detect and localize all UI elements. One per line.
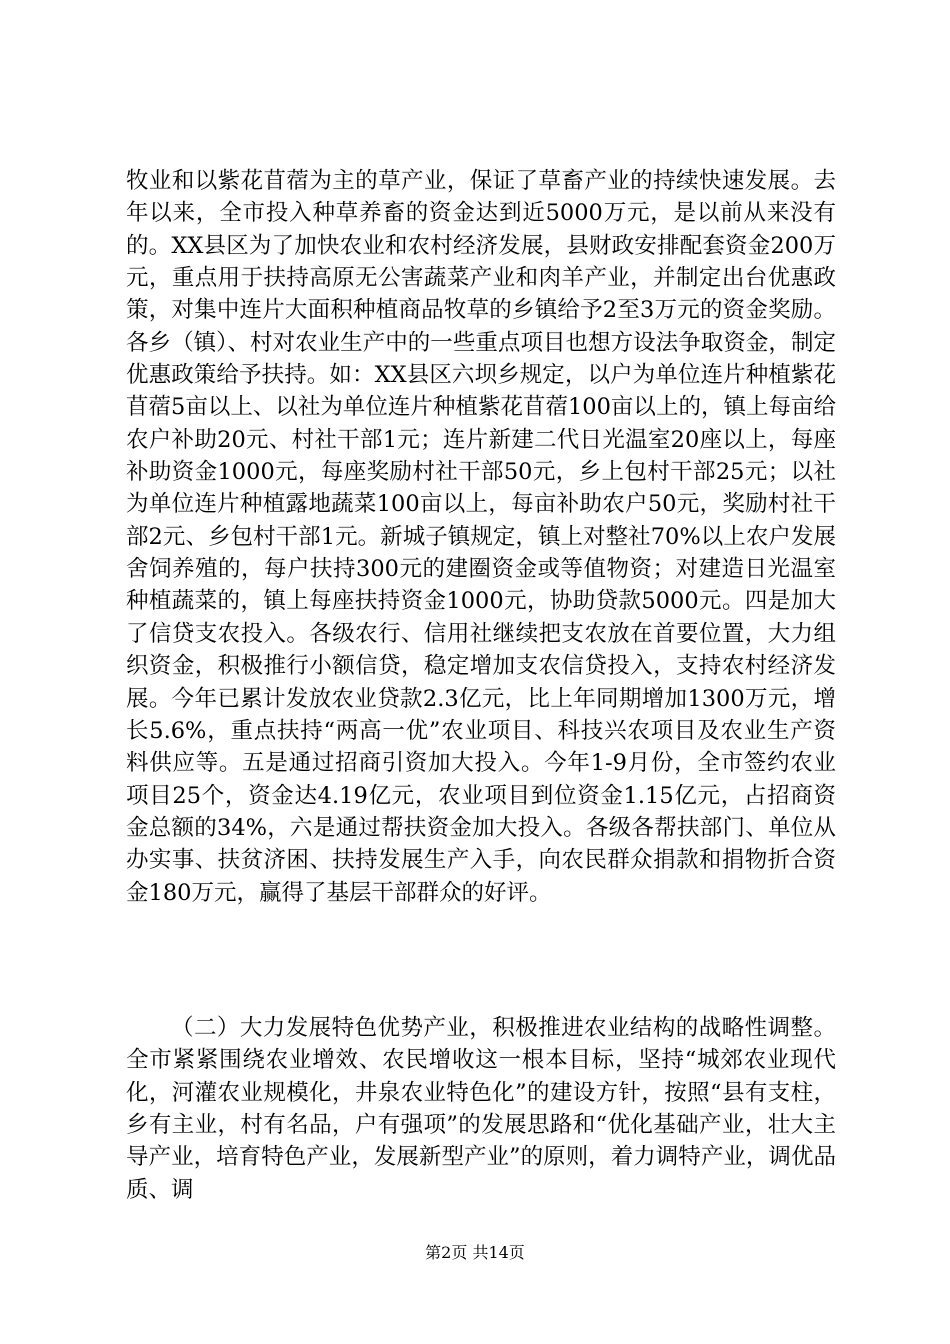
body-paragraph-1: 牧业和以紫花苜蓿为主的草产业，保证了草畜产业的持续快速发展。去年以来，全市投入种草养畜的资金达到近5000万元，是以前从来没有的。XX县区为了加快农业和农村经济发展，县财政安排配套资金200万元，重点用于扶持高原无公害蔬菜产业和肉羊产业，并制定出台优惠政策，对集中连片大面积种植商品牧草的乡镇给予2至3万元的资金奖励。各乡（镇）、村对农业生产中的一些重点项目也想方设法争取资金，制定优惠政策给予扶持。如：XX县区六坝乡规定，以户为单位连片种植紫花苜蓿5亩以上、以社为单位连片种植紫花苜蓿100亩以上的，镇上每亩给农户补助20元、村社干部1元；连片新建二代日光温室20座以上，每座补助资金1000元，每座奖励村社干部50元，乡上包村干部25元；以社为单位连片种植露地蔬菜100亩以上，每亩补助农户50元，奖励村社干部2元、乡包村干部1元。新城子镇规定，镇上对整社70%以上农户发展舍饲养殖的，每户扶持300元的建圈资金或等值物资；对建造日光温室种植蔬菜的，镇上每座扶持资金1000元，协助贷款5000元。四是加大了信贷支农投入。各级农行、信用社继续把支农放在首要位置，大力组织资金，积极推行小额信贷，稳定增加支农信贷投入，支持农村经济发展。今年已累计发放农业贷款2.3亿元，比上年同期增加1300万元，增长5.6%，重点扶持“两高一优”农业项目、科技兴农项目及农业生产资料供应等。五是通过招商引资加大投入。今年1-9月份，全市签约农业项目25个，资金达4.19亿元，农业项目到位资金1.15亿元，占招商资金总额的34%，六是通过帮扶资金加大投入。各级各帮扶部门、单位从办实事、扶贫济困、扶持发展生产入手，向农民群众捐款和捐物折合资金180万元，赢得了基层干部群众的好评。 bbox=[126, 168, 836, 906]
body-paragraph-2: （二）大力发展特色优势产业，积极推进农业结构的战略性调整。全市紧紧围绕农业增效、农民增收这一根本目标，坚持“城郊农业现代化，河灌农业规模化，井泉农业特色化”的建设方针，按照“县有支柱，乡有主业，村有名品，户有强项”的发展思路和“优化基础产业，壮大主导产业，培育特色产业，发展新型产业”的原则，着力调特产业，调优品质、调 bbox=[126, 1015, 836, 1203]
page-number-footer: 第2页 共14页 bbox=[425, 1243, 525, 1262]
